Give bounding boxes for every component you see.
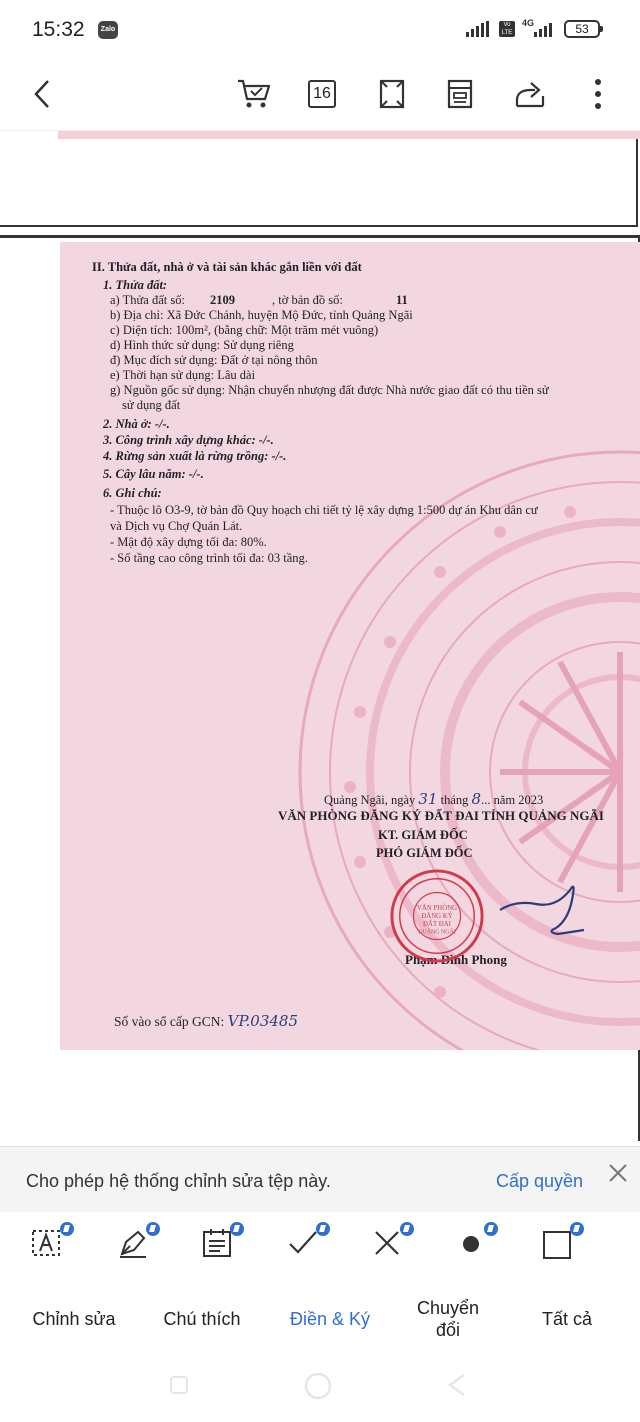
deputy-title: PHÓ GIÁM ĐỐC [376,846,473,860]
volte-icon: Vo LTE [499,21,515,37]
pen-sign-icon [116,1226,150,1260]
cross-tool[interactable] [370,1226,410,1266]
address-line: b) Địa chỉ: Xã Đức Chánh, huyện Mộ Đức, tỉnh Quảng Ngãi [110,308,413,322]
previous-page-edge [58,131,640,139]
origin-line-2: sử dụng đất [122,398,181,412]
svg-text:VĂN PHÒNG: VĂN PHÒNG [416,905,458,913]
page-count: 16 [308,80,336,108]
svg-text:QUẢNG NGÃI: QUẢNG NGÃI [418,929,456,936]
date-month: 8 [471,790,482,808]
dot-tool[interactable] [454,1226,494,1266]
date-year: năm 2023 [493,793,544,807]
form-fill-tool[interactable] [200,1226,240,1266]
use-purpose-line: đ) Mục đích sử dụng: Đất ở tại nông thôn [110,353,318,367]
note-1-line-2: và Dịch vụ Chợ Quán Lát. [110,519,243,533]
fullscreen-button[interactable] [372,74,412,114]
house-line: 2. Nhà ở: -/-. [103,417,170,431]
rectangle-tool[interactable] [540,1226,580,1266]
text-box-icon [30,1226,64,1260]
date-month-label: tháng [440,793,469,807]
map-sheet-number: 11 [396,293,408,307]
previous-page [0,131,638,227]
notes-heading: 6. Ghi chú: [103,486,162,500]
cert-book-label: Số vào sổ cấp GCN: [114,1014,225,1029]
pro-badge-icon [230,1222,244,1236]
grant-permission-link[interactable]: Cấp quyền [496,1171,584,1191]
fill-sign-tools [0,1212,640,1284]
forest-line: 4. Rừng sản xuất là rừng trồng: -/-. [103,449,287,463]
use-term-line: e) Thời hạn sử dụng: Lâu dài [110,368,256,382]
pro-badge-icon [146,1222,160,1236]
note-3: - Số tầng cao công trình tối đa: 03 tầng. [110,551,308,565]
share-button[interactable] [510,74,550,114]
certificate-text [60,242,640,1050]
system-nav-bar [0,1354,640,1422]
text-box-tool[interactable] [30,1226,70,1266]
origin-line-1: g) Nguồn gốc sử dụng: Nhận chuyển nhượng đất được Nhà nước giao đất có thu tiền sử [110,383,549,397]
recent-apps-icon[interactable] [168,1374,190,1396]
issue-date: Quảng Ngãi, ngày 31 tháng 8... năm 2023 [324,790,544,808]
use-form-line: d) Hình thức sử dụng: Sử dụng riêng [110,338,294,352]
office-seal [388,867,486,965]
cart-icon [236,77,272,111]
signal-strength-icon-2 [534,21,552,37]
parcel-label: a) Thửa đất số: [110,293,185,307]
more-vert-icon [593,77,603,111]
tab-edit[interactable]: Chỉnh sửa [32,1309,116,1329]
perennial-line: 5. Cây lâu năm: -/-. [103,467,204,481]
pro-badge-icon [570,1222,584,1236]
signature-image [496,870,586,940]
zalo-notification-icon: Zalo [98,21,118,39]
close-icon[interactable] [606,1161,630,1185]
certificate-page [60,242,640,1050]
tab-convert[interactable] [394,1284,502,1354]
pro-badge-icon [316,1222,330,1236]
status-time: 15:32 [32,18,85,41]
cert-book-number: VP.03485 [227,1012,298,1030]
bottom-tabs [0,1284,640,1354]
cart-button[interactable] [234,74,274,114]
svg-text:ĐĂNG KÝ: ĐĂNG KÝ [421,912,453,920]
toolbar [0,60,640,130]
page-count-button[interactable] [302,74,342,114]
form-fill-icon [200,1226,234,1260]
section-title: II. Thửa đất, nhà ở và tài sản khác gắn liền với đất [92,260,362,274]
permission-message: Cho phép hệ thống chỉnh sửa tệp này. [26,1171,331,1191]
area-line: c) Diện tích: 100m², (bằng chữ: Một trăm mét vuông) [110,323,379,337]
document-viewer[interactable] [0,130,640,1140]
dot-icon [454,1226,488,1260]
note-2: - Mật độ xây dựng tối đa: 80%. [110,535,267,549]
office-name: VĂN PHÒNG ĐĂNG KÝ ĐẤT ĐAI TỈNH QUẢNG NGÃI [278,808,604,823]
checkmark-tool[interactable] [286,1226,326,1266]
signal-strength-icon [466,21,489,37]
checkmark-icon [286,1226,320,1260]
more-options-button[interactable] [578,74,618,114]
battery-icon: 53 [564,20,600,38]
other-works-line: 3. Công trình xây dựng khác: -/-. [103,433,274,447]
reader-mode-button[interactable] [440,74,480,114]
kt-title: KT. GIÁM ĐỐC [378,828,468,842]
tab-all[interactable]: Tất cả [541,1309,593,1329]
signer-name: Phạm Đình Phong [405,952,507,967]
parcel-number: 2109 [210,293,235,307]
back-button[interactable] [22,74,62,114]
signature-tool[interactable] [116,1226,156,1266]
note-1-line-1: - Thuộc lô O3-9, tờ bản đồ Quy hoạch chi tiết tỷ lệ xây dựng 1:500 dự án Khu dân cư [110,503,538,517]
permission-bar [0,1146,640,1212]
network-type-label: 4G [522,18,535,28]
home-icon[interactable] [302,1370,334,1402]
pro-badge-icon [60,1222,74,1236]
tab-convert-line-1: Chuyển [416,1298,480,1318]
status-bar [0,0,640,60]
rectangle-icon [540,1226,574,1260]
land-heading: 1. Thửa đất: [103,278,168,292]
tab-annotate[interactable]: Chú thích [163,1309,241,1329]
svg-text:ĐẤT ĐAI: ĐẤT ĐAI [423,920,451,928]
date-day: 31 [418,790,438,808]
cross-icon [370,1226,404,1260]
back-nav-icon[interactable] [446,1372,468,1398]
fullscreen-icon [378,78,406,110]
reader-mode-icon [446,78,474,110]
cert-book-entry [114,1012,298,1030]
pro-badge-icon [484,1222,498,1236]
share-icon [513,78,547,110]
tab-fill-sign[interactable]: Điền & Ký [289,1309,371,1329]
pro-badge-icon [400,1222,414,1236]
map-sheet-label: , tờ bản đồ số: [272,293,343,307]
back-arrow-icon [32,78,52,110]
tab-convert-line-2: đổi [435,1320,461,1340]
date-prefix: Quảng Ngãi, ngày [324,793,416,807]
